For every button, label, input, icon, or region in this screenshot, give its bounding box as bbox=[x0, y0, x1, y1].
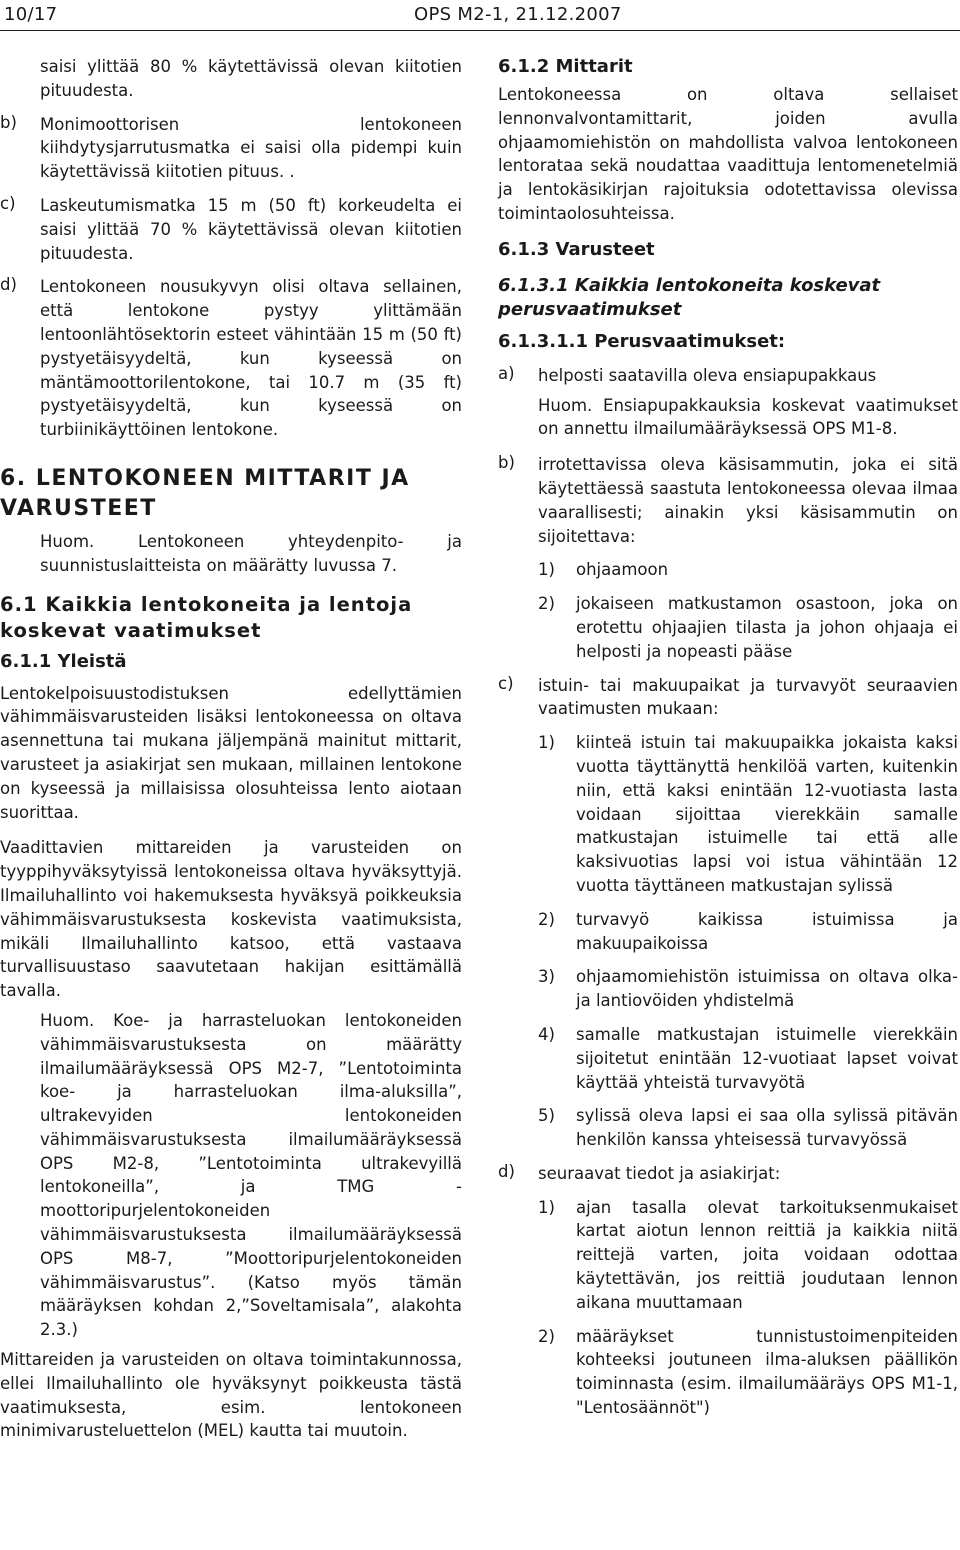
req-b-label: b) bbox=[498, 453, 515, 473]
section-6-1-3-1-1-heading: 6.1.3.1.1 Perusvaatimukset: bbox=[498, 330, 786, 352]
req-b-sub-1-label: 1) bbox=[538, 560, 555, 580]
item-c-label: c) bbox=[0, 193, 16, 213]
item-b-text: Monimoottorisen lentokoneen kiihdytysjarrutusmatka ei saisi olla pidempi kuin käytettävissä kiitotien pituus. . bbox=[40, 114, 462, 182]
item-d-text: Lentokoneen nousukyvyn olisi oltava sellainen, että lentokone pystyy ylittämään lentoonlähtösektorin esteet vähintään 15 m (50 ft) pystyetäisyydeltä, kun kyseessä on mäntämoottorilentokone, tai 10.7 m (35 ft) pystyetäisyydeltä, kun kyseessä on turbiinikäyttöinen lentokone. bbox=[40, 277, 462, 440]
req-b-text: irrotettavissa oleva käsisammutin, joka ei sitä käytettäessä saastuta lentokoneessa olevaa ilmaa vaarallisesti; ainakin yksi käsisammutin on sijoitettava: bbox=[538, 455, 958, 546]
req-b-sub-2 bbox=[538, 592, 958, 663]
item-a-continuation: saisi ylittää 80 % käytettävissä olevan kiitotien pituudesta. bbox=[40, 57, 462, 100]
item-b-label: b) bbox=[0, 112, 17, 132]
item-b bbox=[0, 113, 462, 184]
section-6-1-2-heading: 6.1.2 Mittarit bbox=[498, 56, 633, 77]
req-c-sub-1 bbox=[538, 731, 958, 898]
req-c-sub-1-text: kiinteä istuin tai makuupaikka jokaista kaksi vuotta täyttänyttä henkilöä varten, kuitenkin niin, että kaksi enintään 12-vuotiasta lasta voidaan sijoittaa vierekkäin samalle matkustajan istuimelle tai että alle kaksivuotias lapsi voi istua vähintään 12 vuotta täyttäneen matkustajan sylissä bbox=[576, 733, 958, 895]
req-c-sub-5-label: 5) bbox=[538, 1106, 555, 1126]
req-a-text: helposti saatavilla oleva ensiapupakkaus bbox=[538, 365, 877, 385]
section-6-1-heading: 6.1 Kaikkia lentokoneita ja lentoja koskevat vaatimukset bbox=[0, 592, 413, 642]
header-rule bbox=[0, 30, 960, 31]
item-c bbox=[0, 194, 462, 265]
req-d-text: seuraavat tiedot ja asiakirjat: bbox=[538, 1163, 781, 1183]
req-c-sub-3 bbox=[538, 965, 958, 1013]
section-6-1-3-heading: 6.1.3 Varusteet bbox=[498, 238, 655, 260]
req-c-sub-5 bbox=[538, 1104, 958, 1152]
req-c-sub-5-text: sylissä oleva lapsi ei saa olla sylissä pitävän henkilön kanssa yhteisessä turvavyössä bbox=[576, 1106, 958, 1150]
section-6-1-3-1-heading: 6.1.3.1 Kaikkia lentokoneita koskevat perusvaatimukset bbox=[498, 274, 881, 320]
req-c-sub-4 bbox=[538, 1023, 958, 1094]
page-header-number: 10/17 bbox=[4, 4, 58, 25]
req-a-note: Huom. Ensiapupakkauksia koskevat vaatimukset on annettu ilmailumääräyksessä OPS M1-8. bbox=[538, 395, 958, 439]
req-c-sub-1-label: 1) bbox=[538, 733, 555, 753]
req-d-sub-1-label: 1) bbox=[538, 1197, 555, 1217]
section-6-heading: 6. LENTOKONEEN MITTARIT JA VARUSTEET bbox=[0, 465, 410, 521]
req-d bbox=[498, 1162, 958, 1420]
req-d-sub-1 bbox=[538, 1196, 958, 1315]
left-column bbox=[0, 55, 462, 1443]
req-c-sub-3-text: ohjaamomiehistön istuimissa on oltava olka- ja lantiovöiden yhdistelmä bbox=[576, 967, 958, 1011]
req-b-sub-2-label: 2) bbox=[538, 594, 555, 614]
paragraph-general-1: Lentokelpoisuustodistuksen edellyttämien vähimmäisvarusteiden lisäksi lentokoneessa on oltava asennettuna tai mukana jäljempänä mainitut mittarit, varusteet ja asiakirjat sen mukaan, millainen lentokone on kyseessä ja millaisissa olosuhteissa lento aiotaan suorittaa. bbox=[0, 683, 462, 822]
paragraph-general-2: Vaadittavien mittareiden ja varusteiden on tyyppihyväksytyissä lentokoneissa oltava hyväksyttyjä. Ilmailuhallinto voi hakemuksesta hyväksyä poikkeuksia vähimmäisvarustuksesta koskevista vaatimuksista, mikäli Ilmailuhallinto katsoo, että vastaava turvallisuustaso saavutetaan hakijan esittämällä tavalla. bbox=[0, 838, 462, 1001]
item-d-label: d) bbox=[0, 275, 17, 295]
req-d-sub-2 bbox=[538, 1325, 958, 1420]
section-6-note: Huom. Lentokoneen yhteydenpito- ja suunnistuslaitteista on määrätty luvussa 7. bbox=[40, 531, 462, 575]
req-b-sub-2-text: jokaiseen matkustamon osastoon, joka on erotettu ohjaajien tilasta ja johon ohjaaja ei helposti ja nopeasti pääse bbox=[576, 594, 958, 661]
req-d-sub-2-label: 2) bbox=[538, 1326, 555, 1346]
right-column bbox=[498, 55, 958, 1430]
section-6-1-1-heading: 6.1.1 Yleistä bbox=[0, 650, 127, 672]
req-c-sub-4-text: samalle matkustajan istuimelle vierekkäin sijoitetut enintään 12-vuotiaat lapset voivat käyttää yhteistä turvavyötä bbox=[576, 1024, 958, 1092]
req-c-sub-2-text: turvavyö kaikissa istuimissa ja makuupaikoissa bbox=[576, 909, 958, 953]
req-c-sub-4-label: 4) bbox=[538, 1024, 555, 1044]
req-c-sub-2 bbox=[538, 908, 958, 956]
req-c bbox=[498, 674, 958, 1152]
req-a-label: a) bbox=[498, 363, 515, 383]
req-a bbox=[498, 364, 958, 388]
paragraph-note: Huom. Koe- ja harrasteluokan lentokoneiden vähimmäisvarustuksesta on määrätty ilmailumääräyksessä OPS M2-7, ”Lentotoiminta koe- ja harrasteluokan ilma-aluksilla”, ultrakevyiden lentokoneiden vähimmäisvarustuksesta ilmailumääräyksessä OPS M2-8, ”Lentotoiminta ultrakevyillä lentokoneilla”, ja TMG -moottoripurjelentokoneiden vähimmäisvarustuksesta ilmailumääräyksessä OPS M8-7, ”Moottoripurjelentokoneiden vähimmäisvarustus”. (Katso myös tämän määräyksen kohdan 2,”Soveltamisala”, alakohta 2.3.) bbox=[40, 1010, 462, 1340]
req-c-sub-3-label: 3) bbox=[538, 967, 555, 987]
page-header-document: OPS M2-1, 21.12.2007 bbox=[414, 4, 622, 25]
paragraph-mittarit: Lentokoneessa on oltava sellaiset lennonvalvontamittarit, joiden avulla ohjaamomiehistön on mahdollista valvoa lentokoneen lentorataa sekä noudattaa vaadittuja lentomenetelmiä ja lentokäsikirjan rajoituksia odotettavissa olevissa toimintaolosuhteissa. bbox=[498, 85, 958, 223]
req-d-sub-2-text: määräykset tunnistustoimenpiteiden kohteeksi joutuneen ilma-aluksen päällikön toiminnasta (esim. ilmailumääräys OPS M1-1, "Lentosäännöt") bbox=[576, 1326, 958, 1418]
req-b-sub-1 bbox=[538, 558, 958, 582]
req-d-sub-1-text: ajan tasalla olevat tarkoituksenmukaiset kartat aiotun lennon reittiä ja kaikkia niitä reittejä varten, joita voidaan odottaa käytettävän, jos reittiä joudutaan lennon aikana muuttamaan bbox=[576, 1197, 958, 1312]
paragraph-general-3: Mittareiden ja varusteiden on oltava toimintakunnossa, ellei Ilmailuhallinto ole hyväksynyt poikkeusta tästä vaatimuksesta, esim. lentokoneen minimivarusteluettelon (MEL) kautta tai muutoin. bbox=[0, 1350, 462, 1441]
req-b-sub-1-text: ohjaamoon bbox=[576, 560, 669, 580]
req-b bbox=[498, 453, 958, 663]
req-c-sub-2-label: 2) bbox=[538, 909, 555, 929]
req-c-label: c) bbox=[498, 673, 514, 693]
item-d bbox=[0, 275, 462, 442]
item-c-text: Laskeutumismatka 15 m (50 ft) korkeudelta ei saisi ylittää 70 % käytettävissä olevan kiitotien pituudesta. bbox=[40, 195, 462, 263]
req-c-text: istuin- tai makuupaikat ja turvavyöt seuraavien vaatimusten mukaan: bbox=[538, 675, 958, 719]
req-d-label: d) bbox=[498, 1161, 515, 1181]
